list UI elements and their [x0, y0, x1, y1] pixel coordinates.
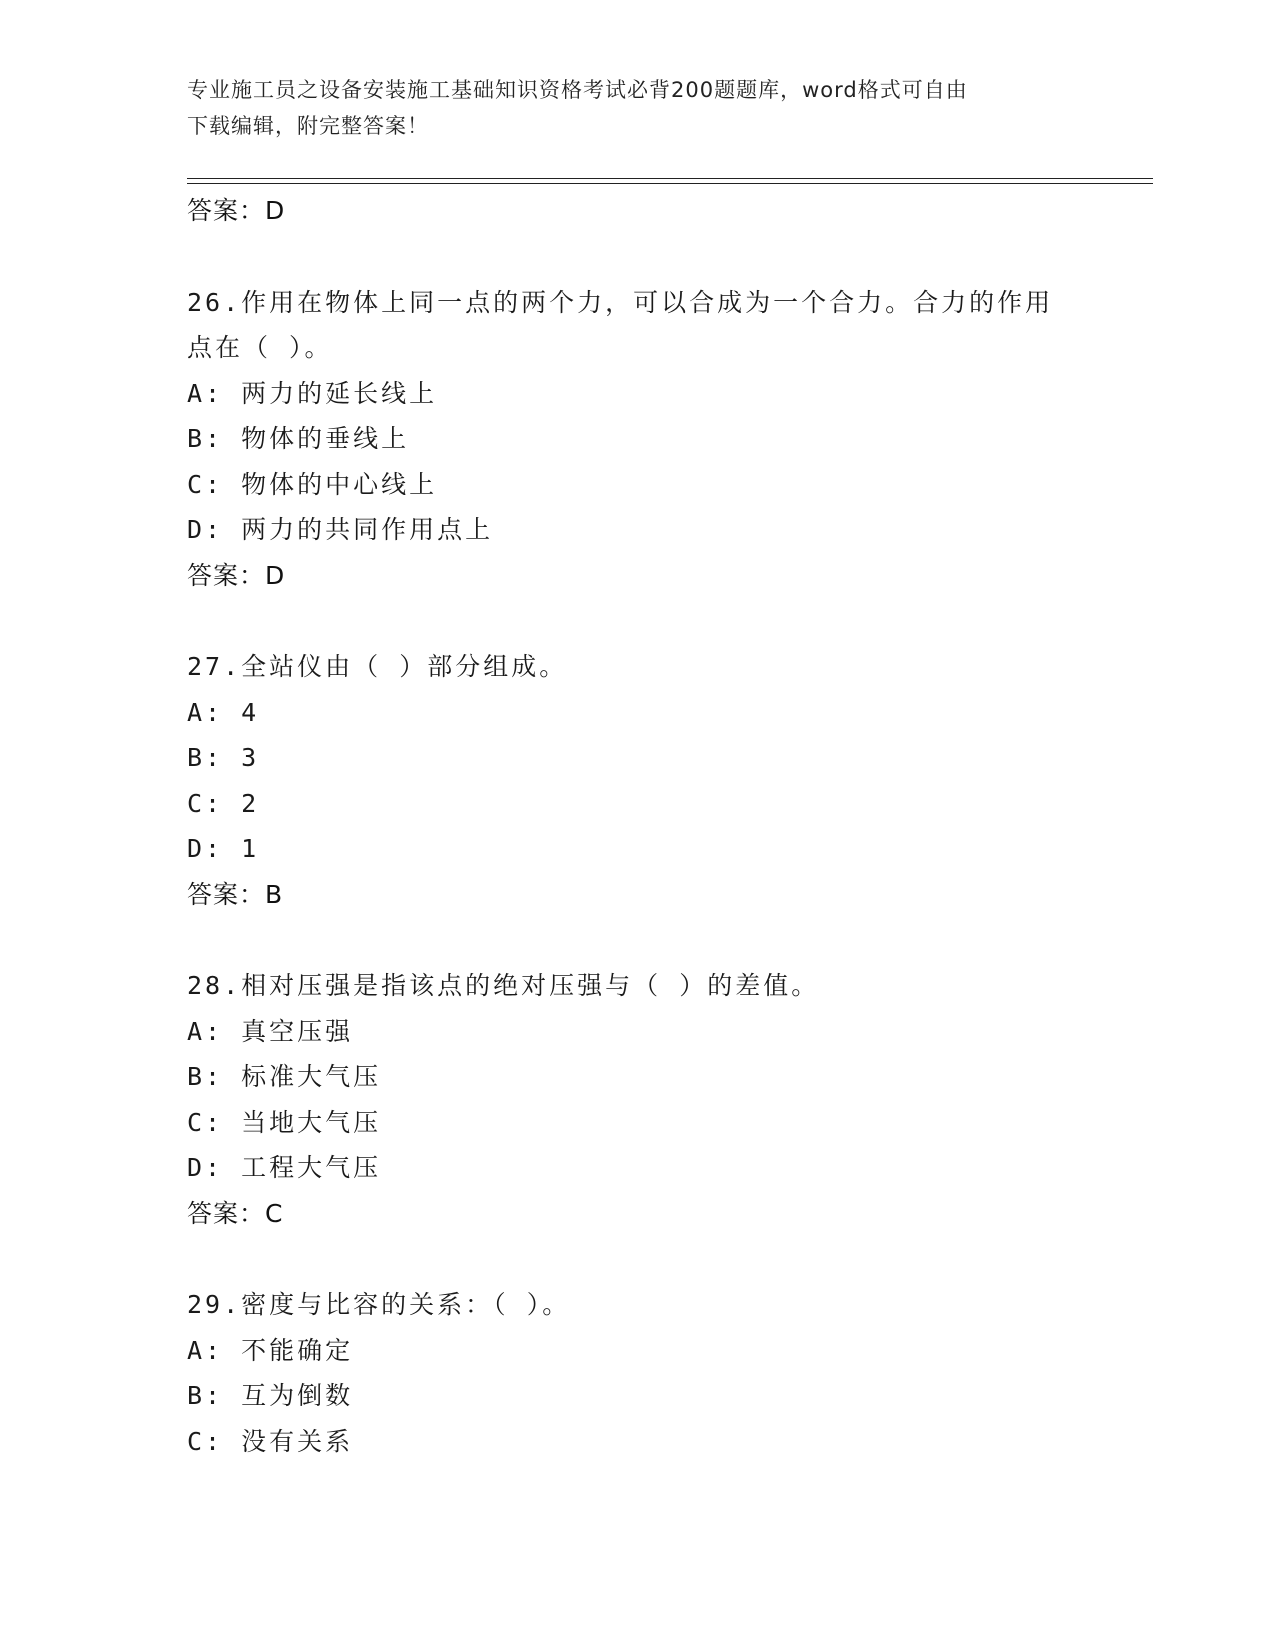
document-header	[187, 72, 1087, 144]
option-b: B: 物体的垂线上	[187, 424, 410, 453]
option-b: B: 3	[187, 743, 260, 772]
header-divider-top	[187, 178, 1153, 179]
header-divider-bottom	[187, 183, 1153, 184]
option-c: C: 2	[187, 788, 260, 818]
question-29	[187, 1282, 1087, 1464]
question-28	[187, 963, 1087, 1236]
question-27	[187, 644, 1087, 917]
question-stem: 28.相对压强是指该点的绝对压强与（ ）的差值。	[187, 971, 820, 1000]
answer: 答案：B	[187, 879, 284, 909]
header-line-1: 专业施工员之设备安装施工基础知识资格考试必背200题题库，word格式可自由	[187, 78, 968, 102]
question-list	[187, 188, 1087, 1464]
answer: 答案：D	[187, 560, 286, 590]
option-d: D: 工程大气压	[187, 1153, 382, 1182]
option-a: A: 4	[187, 697, 260, 727]
previous-answer: 答案：D	[187, 196, 286, 225]
question-stem: 26.作用在物体上同一点的两个力，可以合成为一个合力。合力的作用	[187, 287, 1054, 317]
header-line-2: 下载编辑，附完整答案！	[187, 114, 429, 138]
question-26	[187, 280, 1087, 599]
option-a: A: 两力的延长线上	[187, 378, 438, 408]
option-a: A: 真空压强	[187, 1016, 354, 1046]
option-c: C: 物体的中心线上	[187, 469, 438, 499]
option-a: A: 不能确定	[187, 1335, 354, 1365]
option-d: D: 1	[187, 834, 260, 863]
question-stem: 27.全站仪由（ ）部分组成。	[187, 652, 568, 681]
option-c: C: 没有关系	[187, 1426, 354, 1456]
option-b: B: 互为倒数	[187, 1381, 354, 1410]
answer: 答案：C	[187, 1198, 284, 1228]
option-c: C: 当地大气压	[187, 1107, 382, 1137]
option-b: B: 标准大气压	[187, 1062, 382, 1091]
question-stem-continued: 点在（ ）。	[187, 333, 333, 362]
option-d: D: 两力的共同作用点上	[187, 515, 494, 544]
question-stem: 29.密度与比容的关系：（ ）。	[187, 1290, 571, 1319]
